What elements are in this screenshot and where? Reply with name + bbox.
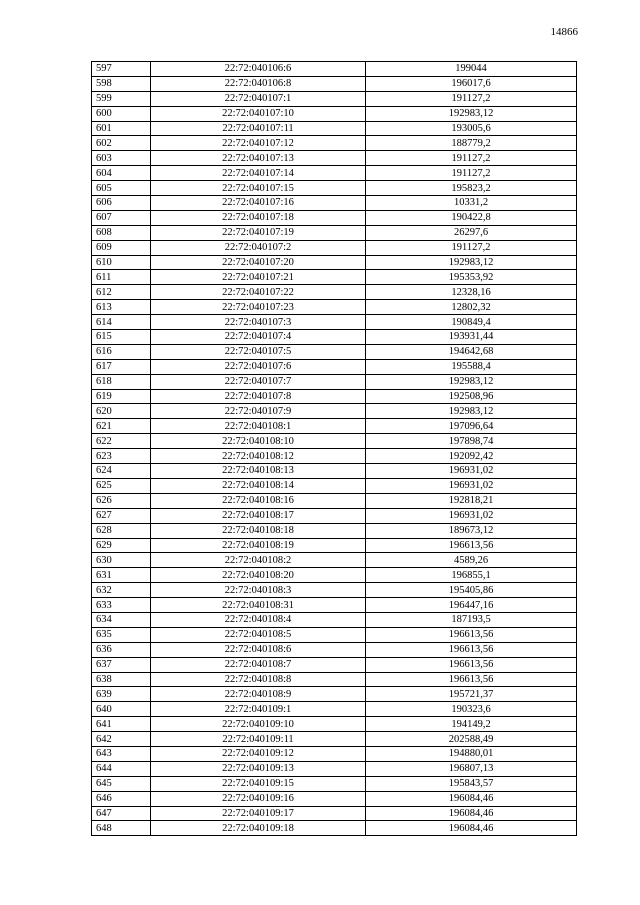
table-row — [92, 374, 577, 389]
row-number-cell: 644 — [92, 761, 151, 776]
value-cell: 195353,92 — [366, 270, 577, 285]
cadastral-number-cell: 22:72:040107:13 — [151, 151, 366, 166]
value-cell: 191127,2 — [366, 240, 577, 255]
row-number-cell: 606 — [92, 196, 151, 211]
table-row — [92, 523, 577, 538]
value-cell: 194149,2 — [366, 717, 577, 732]
row-number-cell: 647 — [92, 806, 151, 821]
row-number-cell: 610 — [92, 255, 151, 270]
value-cell: 196855,1 — [366, 568, 577, 583]
table-row — [92, 196, 577, 211]
cadastral-number-cell: 22:72:040107:15 — [151, 181, 366, 196]
table-row — [92, 598, 577, 613]
cadastral-number-cell: 22:72:040109:11 — [151, 732, 366, 747]
cadastral-number-cell: 22:72:040108:19 — [151, 538, 366, 553]
value-cell: 196084,46 — [366, 806, 577, 821]
cadastral-number-cell: 22:72:040107:2 — [151, 240, 366, 255]
value-cell: 192983,12 — [366, 374, 577, 389]
value-cell: 196613,56 — [366, 657, 577, 672]
cadastral-number-cell: 22:72:040108:13 — [151, 464, 366, 479]
value-cell: 12328,16 — [366, 285, 577, 300]
value-cell: 195721,37 — [366, 687, 577, 702]
row-number-cell: 614 — [92, 315, 151, 330]
row-number-cell: 624 — [92, 464, 151, 479]
value-cell: 196931,02 — [366, 478, 577, 493]
row-number-cell: 640 — [92, 702, 151, 717]
cadastral-number-cell: 22:72:040107:16 — [151, 196, 366, 211]
table-row — [92, 270, 577, 285]
table-row — [92, 62, 577, 77]
row-number-cell: 631 — [92, 568, 151, 583]
value-cell: 195405,86 — [366, 583, 577, 598]
row-number-cell: 630 — [92, 553, 151, 568]
row-number-cell: 642 — [92, 732, 151, 747]
value-cell: 192983,12 — [366, 106, 577, 121]
table-row — [92, 493, 577, 508]
row-number-cell: 638 — [92, 672, 151, 687]
table-row — [92, 359, 577, 374]
cadastral-number-cell: 22:72:040108:17 — [151, 508, 366, 523]
value-cell: 197898,74 — [366, 434, 577, 449]
value-cell: 194880,01 — [366, 746, 577, 761]
row-number-cell: 613 — [92, 300, 151, 315]
table-row — [92, 449, 577, 464]
value-cell: 196807,13 — [366, 761, 577, 776]
value-cell: 192092,42 — [366, 449, 577, 464]
table-row — [92, 761, 577, 776]
cadastral-number-cell: 22:72:040107:10 — [151, 106, 366, 121]
row-number-cell: 597 — [92, 62, 151, 77]
table-row — [92, 404, 577, 419]
value-cell: 10331,2 — [366, 196, 577, 211]
value-cell: 189673,12 — [366, 523, 577, 538]
value-cell: 196084,46 — [366, 821, 577, 836]
table-row — [92, 285, 577, 300]
row-number-cell: 615 — [92, 330, 151, 345]
table-row — [92, 91, 577, 106]
value-cell: 196931,02 — [366, 508, 577, 523]
row-number-cell: 635 — [92, 627, 151, 642]
cadastral-number-cell: 22:72:040107:4 — [151, 330, 366, 345]
cadastral-number-cell: 22:72:040108:5 — [151, 627, 366, 642]
cadastral-number-cell: 22:72:040107:21 — [151, 270, 366, 285]
cadastral-number-cell: 22:72:040107:5 — [151, 344, 366, 359]
value-cell: 196017,6 — [366, 76, 577, 91]
value-cell: 196613,56 — [366, 538, 577, 553]
value-cell: 191127,2 — [366, 166, 577, 181]
cadastral-number-cell: 22:72:040108:16 — [151, 493, 366, 508]
table-row — [92, 76, 577, 91]
table-row — [92, 627, 577, 642]
table-row — [92, 166, 577, 181]
value-cell: 191127,2 — [366, 91, 577, 106]
value-cell: 196931,02 — [366, 464, 577, 479]
table-row — [92, 583, 577, 598]
row-number-cell: 620 — [92, 404, 151, 419]
table-row — [92, 121, 577, 136]
value-cell: 196613,56 — [366, 672, 577, 687]
table-row — [92, 746, 577, 761]
table-row — [92, 255, 577, 270]
value-cell: 190323,6 — [366, 702, 577, 717]
value-cell: 195823,2 — [366, 181, 577, 196]
cadastral-number-cell: 22:72:040108:8 — [151, 672, 366, 687]
cadastral-number-cell: 22:72:040107:8 — [151, 389, 366, 404]
value-cell: 12802,32 — [366, 300, 577, 315]
row-number-cell: 617 — [92, 359, 151, 374]
row-number-cell: 643 — [92, 746, 151, 761]
value-cell: 192818,21 — [366, 493, 577, 508]
row-number-cell: 629 — [92, 538, 151, 553]
cadastral-number-cell: 22:72:040108:14 — [151, 478, 366, 493]
table-row — [92, 300, 577, 315]
row-number-cell: 627 — [92, 508, 151, 523]
cadastral-number-cell: 22:72:040107:3 — [151, 315, 366, 330]
cadastral-number-cell: 22:72:040109:15 — [151, 776, 366, 791]
cadastral-number-cell: 22:72:040109:13 — [151, 761, 366, 776]
value-cell: 194642,68 — [366, 344, 577, 359]
cadastral-number-cell: 22:72:040108:20 — [151, 568, 366, 583]
table-row — [92, 419, 577, 434]
row-number-cell: 625 — [92, 478, 151, 493]
row-number-cell: 602 — [92, 136, 151, 151]
table-row — [92, 478, 577, 493]
row-number-cell: 612 — [92, 285, 151, 300]
row-number-cell: 604 — [92, 166, 151, 181]
table-row — [92, 642, 577, 657]
cadastral-number-cell: 22:72:040107:11 — [151, 121, 366, 136]
cadastral-number-cell: 22:72:040107:9 — [151, 404, 366, 419]
value-cell: 193005,6 — [366, 121, 577, 136]
row-number-cell: 607 — [92, 210, 151, 225]
row-number-cell: 605 — [92, 181, 151, 196]
row-number-cell: 626 — [92, 493, 151, 508]
value-cell: 190422,8 — [366, 210, 577, 225]
table-row — [92, 657, 577, 672]
table-row — [92, 389, 577, 404]
row-number-cell: 609 — [92, 240, 151, 255]
cadastral-number-cell: 22:72:040108:2 — [151, 553, 366, 568]
cadastral-number-cell: 22:72:040109:12 — [151, 746, 366, 761]
cadastral-number-cell: 22:72:040107:19 — [151, 225, 366, 240]
table-row — [92, 151, 577, 166]
row-number-cell: 633 — [92, 598, 151, 613]
row-number-cell: 603 — [92, 151, 151, 166]
row-number-cell: 600 — [92, 106, 151, 121]
row-number-cell: 621 — [92, 419, 151, 434]
value-cell: 195843,57 — [366, 776, 577, 791]
table-row — [92, 776, 577, 791]
row-number-cell: 598 — [92, 76, 151, 91]
table-row — [92, 344, 577, 359]
table-row — [92, 315, 577, 330]
table-row — [92, 240, 577, 255]
value-cell: 196447,16 — [366, 598, 577, 613]
cadastral-number-cell: 22:72:040107:23 — [151, 300, 366, 315]
cadastral-number-cell: 22:72:040107:20 — [151, 255, 366, 270]
table-row — [92, 553, 577, 568]
row-number-cell: 616 — [92, 344, 151, 359]
value-cell: 191127,2 — [366, 151, 577, 166]
row-number-cell: 601 — [92, 121, 151, 136]
value-cell: 187193,5 — [366, 612, 577, 627]
table-row — [92, 106, 577, 121]
cadastral-number-cell: 22:72:040107:6 — [151, 359, 366, 374]
row-number-cell: 622 — [92, 434, 151, 449]
value-cell: 196084,46 — [366, 791, 577, 806]
cadastral-number-cell: 22:72:040108:3 — [151, 583, 366, 598]
table-row — [92, 612, 577, 627]
row-number-cell: 632 — [92, 583, 151, 598]
table-row — [92, 136, 577, 151]
value-cell: 199044 — [366, 62, 577, 77]
cadastral-number-cell: 22:72:040109:18 — [151, 821, 366, 836]
row-number-cell: 645 — [92, 776, 151, 791]
table-row — [92, 791, 577, 806]
table-row — [92, 821, 577, 836]
cadastral-number-cell: 22:72:040108:31 — [151, 598, 366, 613]
page-number: 14866 — [550, 26, 578, 38]
row-number-cell: 623 — [92, 449, 151, 464]
row-number-cell: 611 — [92, 270, 151, 285]
row-number-cell: 648 — [92, 821, 151, 836]
table-body — [92, 62, 577, 836]
table-row — [92, 568, 577, 583]
table-row — [92, 330, 577, 345]
value-cell: 202588,49 — [366, 732, 577, 747]
cadastral-number-cell: 22:72:040108:1 — [151, 419, 366, 434]
cadastral-number-cell: 22:72:040108:9 — [151, 687, 366, 702]
value-cell: 188779,2 — [366, 136, 577, 151]
cadastral-number-cell: 22:72:040107:1 — [151, 91, 366, 106]
table-row — [92, 702, 577, 717]
cadastral-number-cell: 22:72:040108:4 — [151, 612, 366, 627]
value-cell: 197096,64 — [366, 419, 577, 434]
table-row — [92, 508, 577, 523]
row-number-cell: 639 — [92, 687, 151, 702]
cadastral-number-cell: 22:72:040107:7 — [151, 374, 366, 389]
value-cell: 4589,26 — [366, 553, 577, 568]
table-row — [92, 434, 577, 449]
row-number-cell: 608 — [92, 225, 151, 240]
table-row — [92, 672, 577, 687]
cadastral-number-cell: 22:72:040106:8 — [151, 76, 366, 91]
cadastral-number-cell: 22:72:040107:18 — [151, 210, 366, 225]
value-cell: 190849,4 — [366, 315, 577, 330]
row-number-cell: 636 — [92, 642, 151, 657]
table-row — [92, 806, 577, 821]
row-number-cell: 619 — [92, 389, 151, 404]
table-row — [92, 538, 577, 553]
cadastral-number-cell: 22:72:040107:12 — [151, 136, 366, 151]
cadastral-number-cell: 22:72:040107:14 — [151, 166, 366, 181]
cadastral-number-cell: 22:72:040107:22 — [151, 285, 366, 300]
row-number-cell: 618 — [92, 374, 151, 389]
cadastral-number-cell: 22:72:040108:12 — [151, 449, 366, 464]
cadastral-number-cell: 22:72:040109:17 — [151, 806, 366, 821]
cadastral-number-cell: 22:72:040108:10 — [151, 434, 366, 449]
table-row — [92, 687, 577, 702]
row-number-cell: 628 — [92, 523, 151, 538]
cadastral-number-cell: 22:72:040109:1 — [151, 702, 366, 717]
value-cell: 192983,12 — [366, 404, 577, 419]
cadastral-number-cell: 22:72:040108:7 — [151, 657, 366, 672]
table-row — [92, 210, 577, 225]
value-cell: 26297,6 — [366, 225, 577, 240]
row-number-cell: 637 — [92, 657, 151, 672]
table-row — [92, 717, 577, 732]
row-number-cell: 634 — [92, 612, 151, 627]
row-number-cell: 646 — [92, 791, 151, 806]
cadastral-number-cell: 22:72:040109:10 — [151, 717, 366, 732]
value-cell: 195588,4 — [366, 359, 577, 374]
value-cell: 192983,12 — [366, 255, 577, 270]
value-cell: 196613,56 — [366, 627, 577, 642]
cadastral-number-cell: 22:72:040108:18 — [151, 523, 366, 538]
table-row — [92, 181, 577, 196]
value-cell: 192508,96 — [366, 389, 577, 404]
table-row — [92, 225, 577, 240]
row-number-cell: 599 — [92, 91, 151, 106]
cadastral-number-cell: 22:72:040108:6 — [151, 642, 366, 657]
value-cell: 193931,44 — [366, 330, 577, 345]
cadastral-number-cell: 22:72:040109:16 — [151, 791, 366, 806]
cadastral-value-table — [91, 61, 577, 836]
value-cell: 196613,56 — [366, 642, 577, 657]
cadastral-number-cell: 22:72:040106:6 — [151, 62, 366, 77]
table-row — [92, 464, 577, 479]
row-number-cell: 641 — [92, 717, 151, 732]
table-row — [92, 732, 577, 747]
